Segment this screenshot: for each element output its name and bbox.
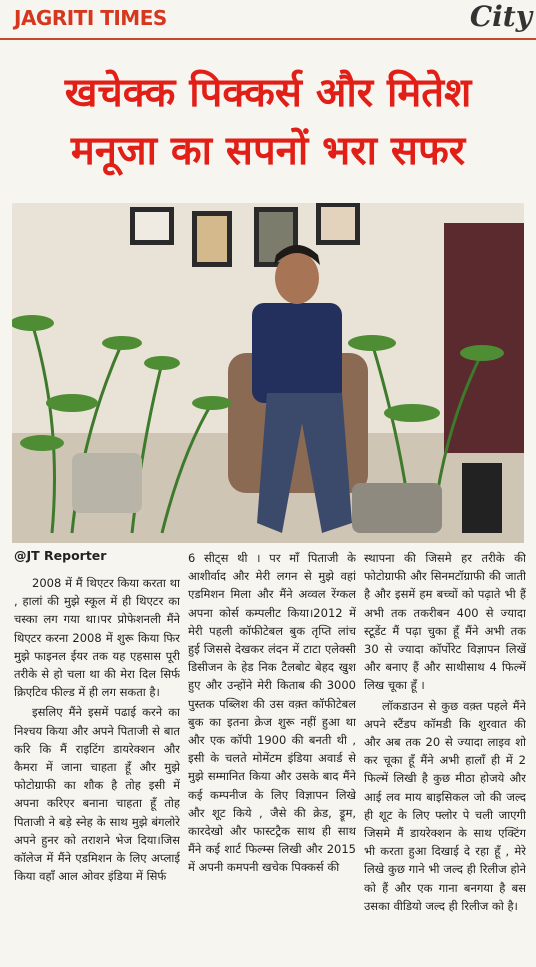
paragraph: 2008 में मैं थिएटर किया करता था , हालां की मुझे स्कूल में ही थिएटर का चस्का लग गया था।पर प्रोफेशनली मैंने थिएटर करना 2008 में शुरू किया फिर मुझे फाइनल ईयर तक यह एहसास पूरी तरीके से हो चला था की मेरा दिल सिर्फ क्रिएटिव फील्ड में ही लग सकता है। bbox=[14, 576, 180, 700]
section-name: City bbox=[469, 0, 532, 33]
paragraph: स्थापना की जिसमे हर तरीके की फोटोग्राफी और सिनमटॉग्राफी की जाती है और इसमें हम बच्चों को पढ़ाते भी हैं अभी तक तकरीबन 400 से ज्यादा स्टूडेंट मैं पढ़ा चुका हूँ मैंने अभी तक 30 से ज्यादा कॉर्पोरेट विज्ञापन लिखें और बनाए हैं और साथीसाथ 4 फिल्में लिख चूका हूँ । bbox=[364, 551, 526, 693]
headline-line-1: खचेक्क पिक्कर्स और मितेश bbox=[64, 70, 472, 116]
article-photo bbox=[12, 203, 524, 543]
headline-line-2: मनूजा का सपनों भरा सफर bbox=[70, 128, 466, 174]
masthead bbox=[0, 0, 536, 40]
article-column-3 bbox=[364, 549, 526, 967]
photo-illustration bbox=[12, 203, 524, 543]
byline: @JT Reporter bbox=[14, 548, 107, 563]
paragraph: इसलिए मैंने इसमें पढाई करने का निश्चय किया और अपने पिताजी से बात करि कि मैं राइटिंग डायरेक्शन और कैमरा में जाना चाहता हूँ और मुझे फोटोग्राफी का शौक है तोह इसी में अपना करिएर बनाना चाहता हूँ तोह पिताजी ने बड़े स्नेह के साथ मुझे बंगलोरे अपने हुनर को तराशने भेज दिया।जिस कॉलेज में मैंने एडमिशन के लिए अप्लाई किया वहाँ आल ओवर इंडिया में सिर्फ bbox=[14, 705, 180, 884]
article-column-2 bbox=[188, 549, 356, 967]
newspaper-name: JAGRITI TIMES bbox=[14, 6, 167, 30]
paragraph: 6 सीट्स थी । पर माँ पिताजी के आशीर्वाद और मेरी लगन से मुझे वहां एडमिशन मिला और मैंने अव्वल रेंग्कल अपना कोर्स कम्पलीट किया।2012 में मेरी पहली कॉफीटेबल बुक तृप्ति लांच हुई जिससे देखकर लंदन में टाटा एलेक्सी डिसीजन के हेड निक टैलबोट बेहद खुश हुए और उन्होंने मेरी किताब की 3000 पुस्तक पब्लिश की उस वक़्त कॉफीटेबल बुक का इतना क्रेज शुरू नहीं हुआ था और एक कॉपी 1900 की बनती थी , इसी के चलते मोमेंटम इंडिया अवार्ड से मुझे सम्मानित किया और उसके बाद मैंने कई कम्पनीज के लिए विज्ञापन लिखे और शूट किये , जैसे की क्रेड, ड्रूम, कारदेखो और फास्टट्रैक साथ ही साथ मैंने कई शार्ट फिल्म्स लिखी और 2015 में अपनी कमपनी खचेक पिक्कर्स की bbox=[188, 551, 356, 875]
article-column-1 bbox=[14, 574, 180, 967]
paragraph: लॉकडाउन से कुछ वक़्त पहले मैंने अपने स्टैंडप कॉमडी कि शुरवात की और अब तक 20 से ज्यादा लाइव शो कर चूका हूँ मैंने अभी हालाँ ही में 2 फिल्में लिखी है कुछ मीठा होजये और आई लव माय बाइसिकल जो की जल्द ही शूट के लिए फ्लोर पे चली जाएगी जिसमे मैं डायरेक्शन के साथ एक्टिंग भी करता हुआ दिखाई दे रहा हूँ , मेरे लिखे कुछ गाने भी जल्द ही रिलीज होने को हैं और एक गाना बनगया है बस उसका वीडियो जल्द ही रिलीज को है। bbox=[364, 698, 526, 913]
headline bbox=[0, 64, 536, 180]
